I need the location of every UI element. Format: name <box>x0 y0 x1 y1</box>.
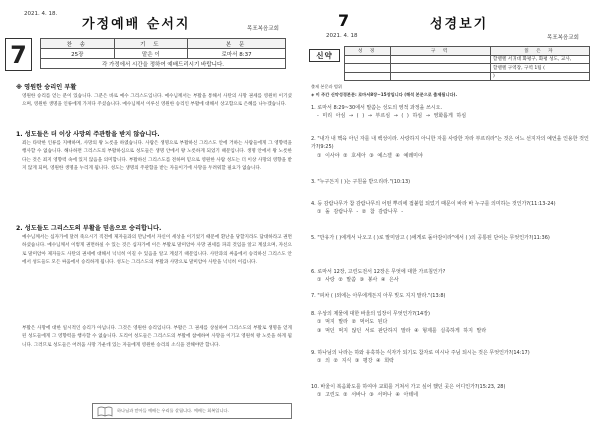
question-text: 6. 로마서 12장, 고린도전서 12장은 무엇에 대한 가르침인가? <box>311 269 446 275</box>
question-options: ① 이사야 ② 호세아 ③ 예스겔 ④ 예레미야 <box>317 152 423 159</box>
question-text: 1. 로마서 8:29~30에서 말씀는 성도의 영적 과정을 쓰시오. <box>311 105 443 111</box>
question-text: 10. 바울이 복음화도를 하여야 교회를 거쳐서 가고 싶어 했던 곳은 어디인가?(15:23, 28) <box>311 384 506 390</box>
header-scripture: 본 문 <box>188 39 286 49</box>
scripture-value: 로마서 8:37 <box>188 49 286 59</box>
sched-cell <box>391 64 491 73</box>
sched-cell <box>345 64 391 73</box>
question-4 <box>311 200 593 217</box>
sched-cell <box>345 72 391 81</box>
left-week-number: 7 <box>5 38 32 71</box>
question-6 <box>311 268 593 285</box>
sermon-heading: ※ 영원한 승리인 부활 <box>16 84 77 91</box>
worship-note: 각 가정에서 시간을 정하여 예배드리시기 바랍니다. <box>41 59 286 69</box>
prayer-value: 맡은 이 <box>114 49 188 59</box>
question-3 <box>311 178 593 186</box>
reading-schedule-table <box>344 46 590 81</box>
question-2 <box>311 135 593 160</box>
sermon-intro: 영원한 승리를 얻는 분이 있습니다. 그분은 바로 예수 그리스도입니다. 예수님께서는 부활을 통해서 사탄의 사망 권세를 영원히 이기셨으며, 영원한 생명을 인류에게 가져다 주셨습니다. 예수님께서 이루신 영원한 승리인 부활에 대해서 상고함으로 은혜를 나누겠습니다. <box>22 94 292 108</box>
new-testament-badge: 신약 <box>309 49 340 62</box>
footer-text: 하나님과 맏아들 예배는 우리를 살립니다. 예배는 회복입니다. <box>117 408 229 413</box>
closing-paragraph: 부활은 사망에 대한 일시적인 승리가 아닙니다. 그것은 영원한 승리입니다. 부활은 그 권세를 상실하여 그리스도의 부활로 생명을 얻게 된 성도들에게 그 영향력을 행사할 수 없습니다. 도리어 성도들은 그리스도의 부활에 참예하여 사망을 이기고 영원히 왕 노릇을 하게 됩니다. 그러므로 성도들은 어려움 사망 가운데 있는 자들에게 영원한 승리의 소식을 전해야만 합니다. <box>22 326 292 348</box>
sched-cell <box>391 55 491 64</box>
sched-cell: 할렐렐 서귀대 화평구, 화평 성도, 교사, <box>491 55 590 64</box>
header-district: 구 역 <box>391 47 491 56</box>
question-text: 4. 등 감람나무가 참 감람나무의 어떤 뿌리에 접붙힘 되었기 때문이 바라 바 누구를 의미하는 것인가?(11:13-24) <box>311 201 556 207</box>
question-options: ① 사랑 ② 말씀 ③ 봉사 ④ 은사 <box>317 277 399 284</box>
question-text: 9. 하나님의 나라는 하와 유혹하는 식자가 되기도 참자로 여시나 주님 되시는 것은 무엇인가?(14:17) <box>311 350 530 356</box>
section-1-heading: 1. 성도들은 더 이상 사망의 주관함을 받지 않습니다. <box>16 131 160 138</box>
worship-order-table <box>40 38 286 69</box>
left-title: 가정예배 순서지 <box>82 17 191 32</box>
question-options: - 미리 아심 → ( ) → 부르심 → ( ) 하심 → 영화롭게 하심 <box>317 113 467 120</box>
quiz-scope-label: 출제 본문과 범위 <box>311 84 342 89</box>
section-1-body: 죄는 타락한 인류를 지배하며, 사망의 왕 노릇을 하였습니다. 사람은 생명으로 부활하신 그리스도 안에 거하는 사람들에게 그 영향력을 행사할 수 없습니다. 해나하면 그리스도의 부활하심으로 성도들은 생명 안에서 왕 노릇하게 되었기 때문입니다. 생명 안에서 왕 노릇한다는 것은 죄지 영향력 속에 있지 않음을 의미합니다. 부활하신 그리스도를 전하며 믿으로 영원한 사람 성도는 더 이상 사망의 영향을 받지 않게 되며, 영원한 생명을 누리게 됩니다. 성도는 생명의 주관함을 받는 자들이기에 사망을 두려워할 필요가 없습니다. <box>22 141 292 171</box>
sched-cell <box>345 55 391 64</box>
sched-cell <box>391 72 491 81</box>
right-church-name: 목포복음교회 <box>547 35 579 41</box>
question-options: ① 먹지 말라 ② 먹어도 된다 ③ 먹던 먹지 않던 서로 판단하지 말라 ④ 형제를 실족하게 하지 말라 <box>317 319 487 334</box>
section-2-heading: 2. 성도들도 그리스도의 부활을 믿음으로 승리합니다. <box>16 225 162 232</box>
question-9 <box>311 349 593 366</box>
right-date: 2021. 4. 18 <box>326 33 358 39</box>
question-5 <box>311 234 593 242</box>
question-options: ① 의 ② 지식 ③ 평강 ④ 희락 <box>317 358 394 365</box>
header-book: 성 경 <box>345 47 391 56</box>
question-8 <box>311 310 593 335</box>
header-prayer: 기 도 <box>114 39 188 49</box>
question-1 <box>311 104 593 121</box>
question-options: ① 돌 감람나무 - ② 참 감람나무 - <box>317 209 403 216</box>
question-text: 8. 우상의 제물에 대한 바울의 입장이 무엇인가?(14장) <box>311 311 430 317</box>
left-date: 2021. 4. 18. <box>24 11 58 17</box>
question-10 <box>311 383 593 400</box>
sched-cell: ) <box>491 72 590 81</box>
open-book-icon <box>97 406 113 417</box>
section-2-body: 예수님께서는 십자가에 달려 죽으시기 직전에 제자들과의 만남에서 자신이 세상을 이기었기 때문에 환난을 당할지라도 담대하라고 권면하셨습니다. 예수님께서 이렇게 권면하실 수 있는 것은 십자가에 이은 부활로 말미암아 사망 권세를 파괴 것임을 알고 계셨으며, 자신으로 말미암아 제자들도 사탄의 권세에 대해서 넉넉히 이길 수 있음을 알고 계셨기 때문입니다. 사탄과의 싸움에서 승리하신 그리스도 안에서 성도들도 모든 싸움에서 승리하게 됩니다. 성도는 그리스도의 부활과 사망으로 말미암아 사탄을 넉넉히 이깁니다. <box>22 235 292 265</box>
right-title: 성경보기 <box>430 17 489 32</box>
question-text: 3. "누구든지 ( )는 구원을 받으리라."(10:13) <box>311 179 411 185</box>
quiz-scope-text: ◈ 이 주간 신약성경본문: 로마서8장~15장입니다 (해석 본문으로 출제됩니다). <box>311 92 458 97</box>
question-7 <box>311 292 593 300</box>
hymn-value: 25장 <box>41 49 115 59</box>
question-options: ① 고린도 ② 서바나 ③ 서머나 ④ 아테네 <box>317 392 419 399</box>
question-text: 7. "피차 ( )외에는 아무에게든지 아무 빚도 지지 말라."(13:8) <box>311 293 446 299</box>
question-text: 2. "내가 내 핵육 아닌 자를 내 백성이라. 사랑하지 아니한 자를 사랑한 자라 부르리라"는 것은 어느 선지자의 예언을 인용한 것인가?(9:25) <box>311 136 589 151</box>
header-reader: 읽 은 자 <box>491 47 590 56</box>
question-text: 5. "만유가 ( )에게서 나오고 ( )로 말미암고 ( )에게로 돌아감이라"에서 ( )의 공통된 단어는 무엇인가?(11:36) <box>311 235 550 241</box>
sched-cell: 할렐렐 구역장, 구역 1팀 ( <box>491 64 590 73</box>
footer-motto <box>92 403 292 419</box>
left-church-name: 목포복음교회 <box>247 26 279 32</box>
right-week-number: 7 <box>338 11 350 30</box>
header-hymn: 찬 송 <box>41 39 115 49</box>
